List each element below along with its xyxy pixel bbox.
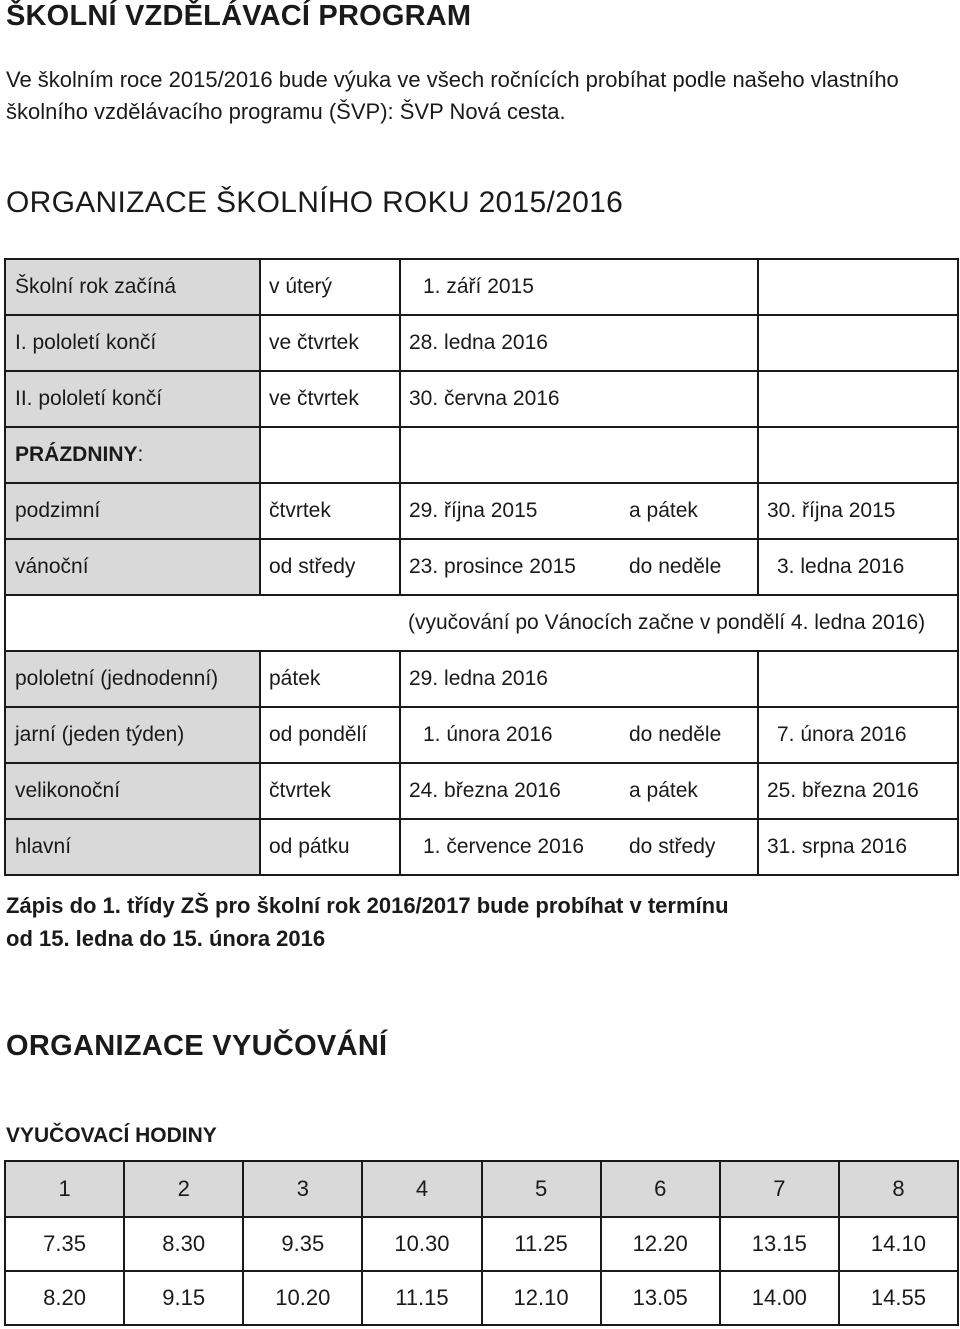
end-time: 13.05 (601, 1271, 720, 1325)
start-time: 12.20 (601, 1217, 720, 1271)
row-label: hlavní (5, 819, 260, 875)
row-day: od pátku (260, 819, 400, 875)
hour-number: 4 (362, 1161, 481, 1217)
row-date: 1. února 2016 (400, 707, 621, 763)
row-date2: 25. března 2016 (758, 763, 958, 819)
row-date: 29. října 2015 (400, 483, 621, 539)
row-date2: 7. února 2016 (758, 707, 958, 763)
empty-cell (758, 371, 958, 427)
end-time: 14.00 (720, 1271, 839, 1325)
start-time: 10.30 (362, 1217, 481, 1271)
row-date: 1. září 2015 (400, 259, 621, 315)
row-day: čtvrtek (260, 763, 400, 819)
empty-cell (621, 651, 758, 707)
row-day2: a pátek (621, 763, 758, 819)
row-day2: do neděle (621, 707, 758, 763)
empty-cell (758, 259, 958, 315)
row-day2: do středy (621, 819, 758, 875)
end-time: 11.15 (362, 1271, 481, 1325)
hour-number: 5 (482, 1161, 601, 1217)
row-day: pátek (260, 651, 400, 707)
row-day: ve čtvrtek (260, 315, 400, 371)
empty-cell (758, 315, 958, 371)
row-date: 28. ledna 2016 (400, 315, 621, 371)
row-date2: 30. října 2015 (758, 483, 958, 539)
hours-heading: VYUČOVACÍ HODINY (6, 1124, 217, 1147)
table-row (5, 371, 958, 427)
hour-number: 7 (720, 1161, 839, 1217)
start-time: 7.35 (5, 1217, 124, 1271)
teaching-heading: ORGANIZACE VYUČOVÁNÍ (6, 1030, 388, 1062)
row-label: pololetní (jednodenní) (5, 651, 260, 707)
row-date: 24. března 2016 (400, 763, 621, 819)
row-date: 1. července 2016 (400, 819, 621, 875)
row-day: od středy (260, 539, 400, 595)
table-row (5, 651, 958, 707)
row-day2: do neděle (621, 539, 758, 595)
empty-cell (621, 259, 758, 315)
intro-line: Ve školním roce 2015/2016 bude výuka ve všech ročnících probíhat podle našeho vlastního (6, 67, 899, 92)
table-row (5, 427, 958, 483)
end-time: 14.55 (839, 1271, 958, 1325)
table-row (5, 315, 958, 371)
row-label: Školní rok začíná (5, 259, 260, 315)
intro-line: školního vzdělávacího programu (ŠVP): ŠVP Nová cesta. (6, 99, 566, 124)
row-date: 30. června 2016 (400, 371, 621, 427)
enrollment-notice (6, 889, 729, 955)
holidays-label: PRÁZDNINY: (5, 427, 260, 483)
end-time: 8.20 (5, 1271, 124, 1325)
table-row (5, 1271, 958, 1325)
start-time: 9.35 (243, 1217, 362, 1271)
school-year-heading: ORGANIZACE ŠKOLNÍHO ROKU 2015/2016 (6, 186, 624, 219)
row-day: od pondělí (260, 707, 400, 763)
table-row (5, 483, 958, 539)
lesson-hours-table (4, 1160, 959, 1326)
christmas-note: (vyučování po Vánocích začne v pondělí 4. ledna 2016) (400, 595, 958, 651)
empty-cell (400, 427, 621, 483)
row-day2: a pátek (621, 483, 758, 539)
start-time: 11.25 (482, 1217, 601, 1271)
table-row (5, 819, 958, 875)
row-date: 23. prosince 2015 (400, 539, 621, 595)
row-day: v úterý (260, 259, 400, 315)
intro-paragraph (6, 64, 946, 128)
table-row (5, 707, 958, 763)
table-row (5, 595, 958, 651)
start-time: 8.30 (124, 1217, 243, 1271)
hour-number: 8 (839, 1161, 958, 1217)
row-date2: 3. ledna 2016 (758, 539, 958, 595)
empty-cell (621, 371, 758, 427)
empty-cell (621, 315, 758, 371)
row-date: 29. ledna 2016 (400, 651, 621, 707)
empty-cell (260, 427, 400, 483)
hour-number: 2 (124, 1161, 243, 1217)
school-year-table (4, 258, 959, 876)
start-time: 13.15 (720, 1217, 839, 1271)
page-title: ŠKOLNÍ VZDĚLÁVACÍ PROGRAM (6, 0, 472, 32)
enrollment-line: od 15. ledna do 15. února 2016 (6, 926, 326, 951)
row-date2: 31. srpna 2016 (758, 819, 958, 875)
row-label: podzimní (5, 483, 260, 539)
table-row (5, 1161, 958, 1217)
table-row (5, 763, 958, 819)
row-day: ve čtvrtek (260, 371, 400, 427)
row-label: jarní (jeden týden) (5, 707, 260, 763)
table-row (5, 259, 958, 315)
hour-number: 1 (5, 1161, 124, 1217)
hour-number: 6 (601, 1161, 720, 1217)
start-time: 14.10 (839, 1217, 958, 1271)
end-time: 10.20 (243, 1271, 362, 1325)
row-label: vánoční (5, 539, 260, 595)
table-row (5, 539, 958, 595)
end-time: 9.15 (124, 1271, 243, 1325)
end-time: 12.10 (482, 1271, 601, 1325)
row-label: II. pololetí končí (5, 371, 260, 427)
enrollment-line: Zápis do 1. třídy ZŠ pro školní rok 2016/2017 bude probíhat v termínu (6, 893, 729, 918)
empty-cell (621, 427, 758, 483)
row-label: velikonoční (5, 763, 260, 819)
hour-number: 3 (243, 1161, 362, 1217)
empty-cell (5, 595, 400, 651)
table-row (5, 1217, 958, 1271)
row-day: čtvrtek (260, 483, 400, 539)
row-label: I. pololetí končí (5, 315, 260, 371)
empty-cell (758, 427, 958, 483)
empty-cell (758, 651, 958, 707)
